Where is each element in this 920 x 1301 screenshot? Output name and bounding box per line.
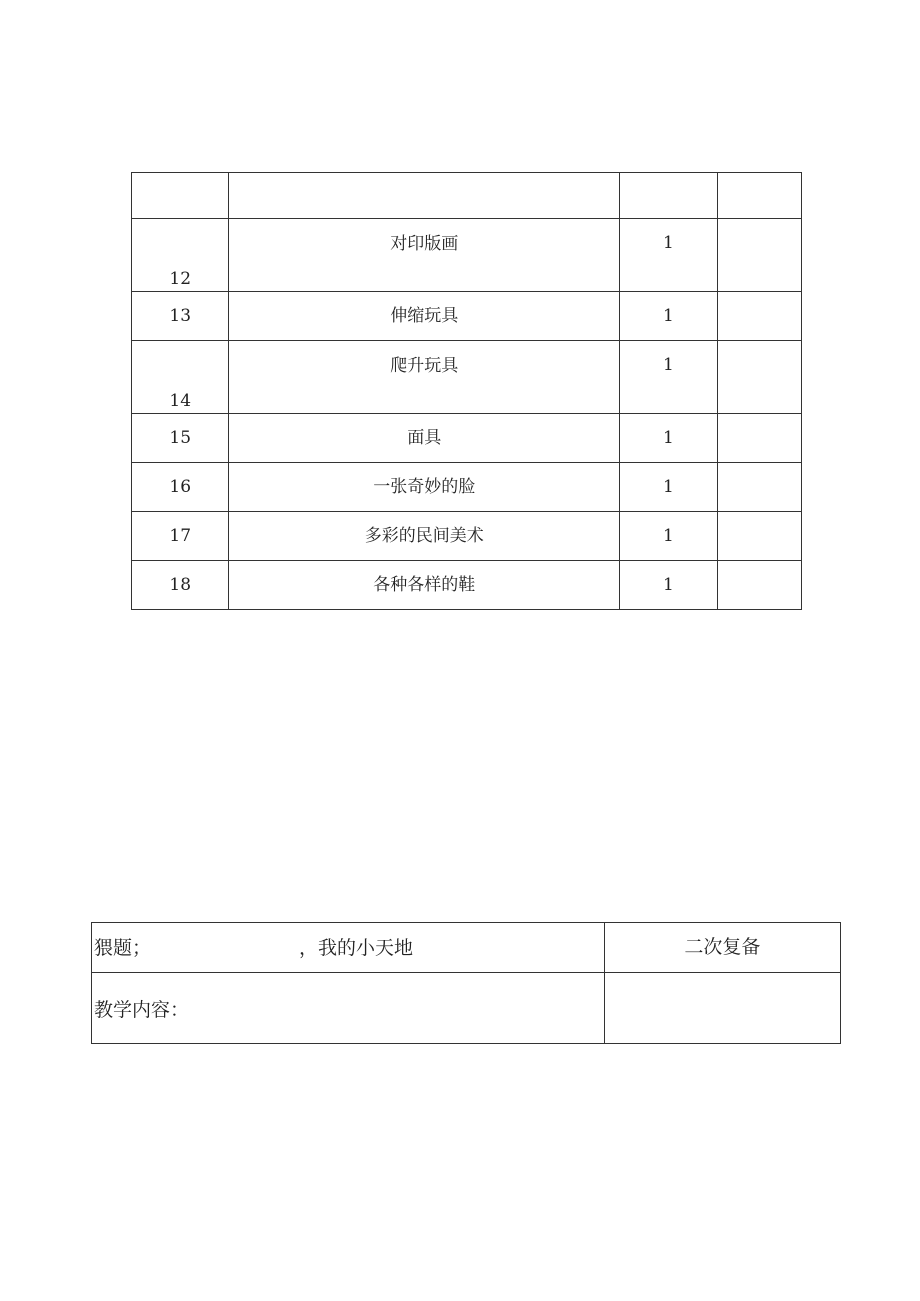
lesson-title-cell bbox=[229, 219, 620, 292]
topic-value: ，我的小天地 bbox=[299, 937, 414, 959]
lesson-title: 爬升玩具 bbox=[390, 356, 459, 376]
lesson-title: 对印版画 bbox=[390, 234, 459, 254]
lesson-hours: 1 bbox=[662, 355, 674, 375]
table-row bbox=[132, 561, 802, 610]
lesson-number: 14 bbox=[169, 391, 192, 411]
lesson-hours: 1 bbox=[620, 561, 717, 610]
header-cell-number bbox=[132, 173, 229, 219]
content-cell bbox=[92, 973, 605, 1044]
lesson-title: 多彩的民间美术 bbox=[229, 512, 620, 561]
lesson-number: 13 bbox=[132, 292, 229, 341]
lesson-hours: 1 bbox=[620, 292, 717, 341]
lesson-number-cell bbox=[132, 341, 229, 414]
lesson-hours: 1 bbox=[620, 512, 717, 561]
table-row bbox=[132, 463, 802, 512]
lesson-number: 17 bbox=[132, 512, 229, 561]
header-cell-title bbox=[229, 173, 620, 219]
lesson-note-cell bbox=[717, 219, 801, 292]
lesson-hours: 1 bbox=[620, 463, 717, 512]
lesson-note-cell bbox=[717, 341, 801, 414]
lesson-title: 伸缩玩具 bbox=[229, 292, 620, 341]
table-row bbox=[132, 341, 802, 414]
lesson-number: 16 bbox=[132, 463, 229, 512]
table-header-row bbox=[132, 173, 802, 219]
review-label: 二次复备 bbox=[604, 923, 840, 973]
lesson-title-cell bbox=[229, 341, 620, 414]
lesson-hours-cell bbox=[620, 341, 717, 414]
topic-cell bbox=[92, 923, 605, 973]
lesson-plan-header-table bbox=[91, 922, 841, 1044]
content-row bbox=[92, 973, 841, 1044]
lesson-number: 12 bbox=[169, 269, 192, 289]
lesson-schedule-table bbox=[131, 172, 802, 610]
lesson-hours-cell bbox=[620, 219, 717, 292]
lesson-number-cell bbox=[132, 219, 229, 292]
lesson-title: 面具 bbox=[229, 414, 620, 463]
lesson-number: 15 bbox=[132, 414, 229, 463]
topic-row bbox=[92, 923, 841, 973]
lesson-note-cell bbox=[717, 414, 801, 463]
table-row bbox=[132, 512, 802, 561]
lesson-hours: 1 bbox=[620, 414, 717, 463]
lesson-number: 18 bbox=[132, 561, 229, 610]
lesson-note-cell bbox=[717, 512, 801, 561]
header-cell-note bbox=[717, 173, 801, 219]
lesson-note-cell bbox=[717, 292, 801, 341]
lesson-hours: 1 bbox=[662, 233, 674, 253]
lesson-note-cell bbox=[717, 561, 801, 610]
table-row bbox=[132, 219, 802, 292]
lesson-title: 一张奇妙的脸 bbox=[229, 463, 620, 512]
lesson-note-cell bbox=[717, 463, 801, 512]
content-label: 教学内容： bbox=[94, 999, 190, 1021]
lesson-title: 各种各样的鞋 bbox=[229, 561, 620, 610]
header-cell-hours bbox=[620, 173, 717, 219]
table-row bbox=[132, 414, 802, 463]
table-row bbox=[132, 292, 802, 341]
review-notes-cell bbox=[604, 973, 840, 1044]
topic-label: 猥题； bbox=[94, 937, 152, 959]
